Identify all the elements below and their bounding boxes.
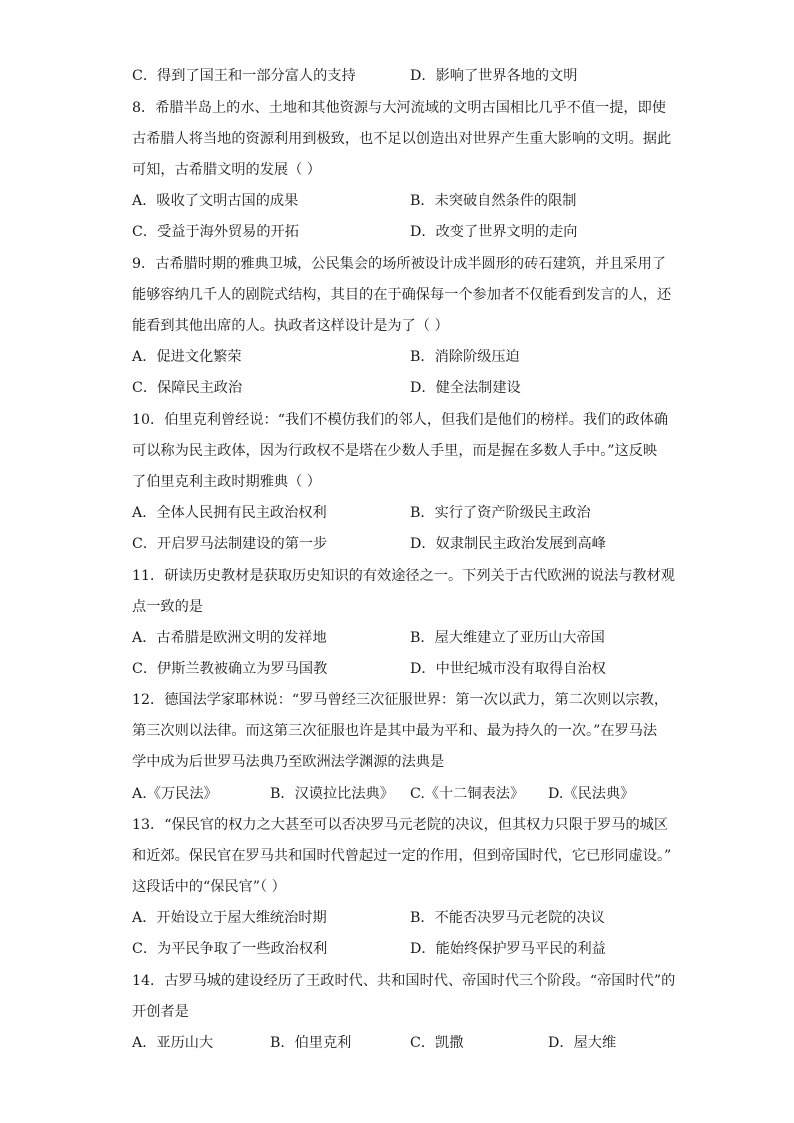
q11-option-c: C．伊斯兰教被确立为罗马国教	[132, 661, 328, 677]
q8-option-b: B．未突破自然条件的限制	[410, 193, 577, 209]
q12-stem-line-2: 第三次则以法律。而这第三次征服也许是其中最为平和、最为持久的一次。”在罗马法	[132, 723, 658, 739]
q14-option-c: C．凯撒	[410, 1035, 464, 1051]
q10-stem-line-1: 10．伯里克利曾经说：“我们不模仿我们的邻人，但我们是他们的榜样。我们的政体确	[132, 412, 669, 428]
q10-option-d: D．奴隶制民主政治发展到高峰	[410, 536, 606, 552]
q11-option-d: D．中世纪城市没有取得自治权	[410, 661, 606, 677]
q8-stem-line-1: 8．希腊半岛上的水、土地和其他资源与大河流域的文明古国相比几乎不值一提，即使	[132, 100, 666, 116]
q14-stem-line-1: 14．古罗马城的建设经历了王政时代、共和国时代、帝国时代三个阶段。“帝国时代”的	[132, 973, 676, 989]
q10-option-a: A．全体人民拥有民主政治权利	[132, 505, 327, 521]
q12-option-d: D.《民法典》	[548, 786, 635, 802]
q13-option-b: B．不能否决罗马元老院的决议	[410, 910, 605, 926]
q10-stem-line-2: 可以称为民主政体，因为行政权不是塔在少数人手里，而是握在多数人手中。”这反映	[132, 443, 658, 459]
q12-option-c: C.《十二铜表法》	[410, 786, 525, 802]
q9-option-c: C．保障民主政治	[132, 380, 243, 396]
q7-option-d: D．影响了世界各地的文明	[410, 68, 578, 84]
q11-stem-line-2: 点一致的是	[132, 599, 203, 615]
q8-option-d: D．改变了世界文明的走向	[410, 224, 578, 240]
q13-stem-line-3: 这段话中的“保民官”（ ）	[132, 879, 286, 895]
q9-stem-line-3: 能看到其他出席的人。执政者这样设计是为了（ ）	[132, 318, 449, 334]
q9-stem-line-2: 能够容纳几千人的剧院式结构，其目的在于确保每一个参加者不仅能看到发言的人，还	[132, 287, 672, 303]
q12-stem-line-3: 学中成为后世罗马法典乃至欧洲法学渊源的法典是	[132, 754, 445, 770]
q13-option-d: D．能始终保护罗马平民的利益	[410, 941, 606, 957]
q8-stem-line-2: 古希腊人将当地的资源利用到极致，也不足以创造出对世界产生重大影响的文明。据此	[132, 131, 672, 147]
q7-option-c: C．得到了国王和一部分富人的支持	[132, 68, 356, 84]
q14-option-a: A．亚历山大	[132, 1035, 214, 1051]
q9-option-d: D．健全法制建设	[410, 380, 521, 396]
q14-option-b: B．伯里克利	[270, 1035, 352, 1051]
q12-option-a: A.《万民法》	[132, 786, 218, 802]
q8-stem-line-3: 可知，古希腊文明的发展（ ）	[132, 162, 321, 178]
q13-option-a: A．开始设立于屋大维统治时期	[132, 910, 327, 926]
q9-stem-line-1: 9．古希腊时期的雅典卫城，公民集会的场所被设计成半圆形的砖石建筑，并且采用了	[132, 256, 666, 272]
q8-option-c: C．受益于海外贸易的开拓	[132, 224, 299, 240]
q13-stem-line-1: 13．“保民官的权力之大甚至可以否决罗马元老院的决议，但其权力只限于罗马的城区	[132, 817, 669, 833]
q10-option-b: B．实行了资产阶级民主政治	[410, 505, 591, 521]
q14-option-d: D．屋大维	[548, 1035, 617, 1051]
q9-option-a: A．促进文化繁荣	[132, 349, 242, 365]
q11-stem-line-1: 11．研读历史教材是获取历史知识的有效途径之一。下列关于古代欧洲的说法与教材观	[132, 568, 675, 584]
q12-option-b: B．汉谟拉比法典》	[270, 786, 394, 802]
q9-option-b: B．消除阶级压迫	[410, 349, 520, 365]
q10-option-c: C．开启罗马法制建设的第一步	[132, 536, 328, 552]
q12-stem-line-1: 12．德国法学家耶林说：“罗马曾经三次征服世界：第一次以武力，第二次则以宗教，	[132, 692, 669, 708]
q8-option-a: A．吸收了文明古国的成果	[132, 193, 299, 209]
q14-stem-line-2: 开创者是	[132, 1004, 189, 1020]
q13-option-c: C．为平民争取了一些政治权利	[132, 941, 328, 957]
q10-stem-line-3: 了伯里克利主政时期雅典（ ）	[132, 474, 321, 490]
q11-option-a: A．古希腊是欧洲文明的发祥地	[132, 630, 327, 646]
q11-option-b: B．屋大维建立了亚历山大帝国	[410, 630, 605, 646]
q13-stem-line-2: 和近郊。保民官在罗马共和国时代曾起过一定的作用，但到帝国时代，它已形同虚设。”	[132, 848, 672, 864]
